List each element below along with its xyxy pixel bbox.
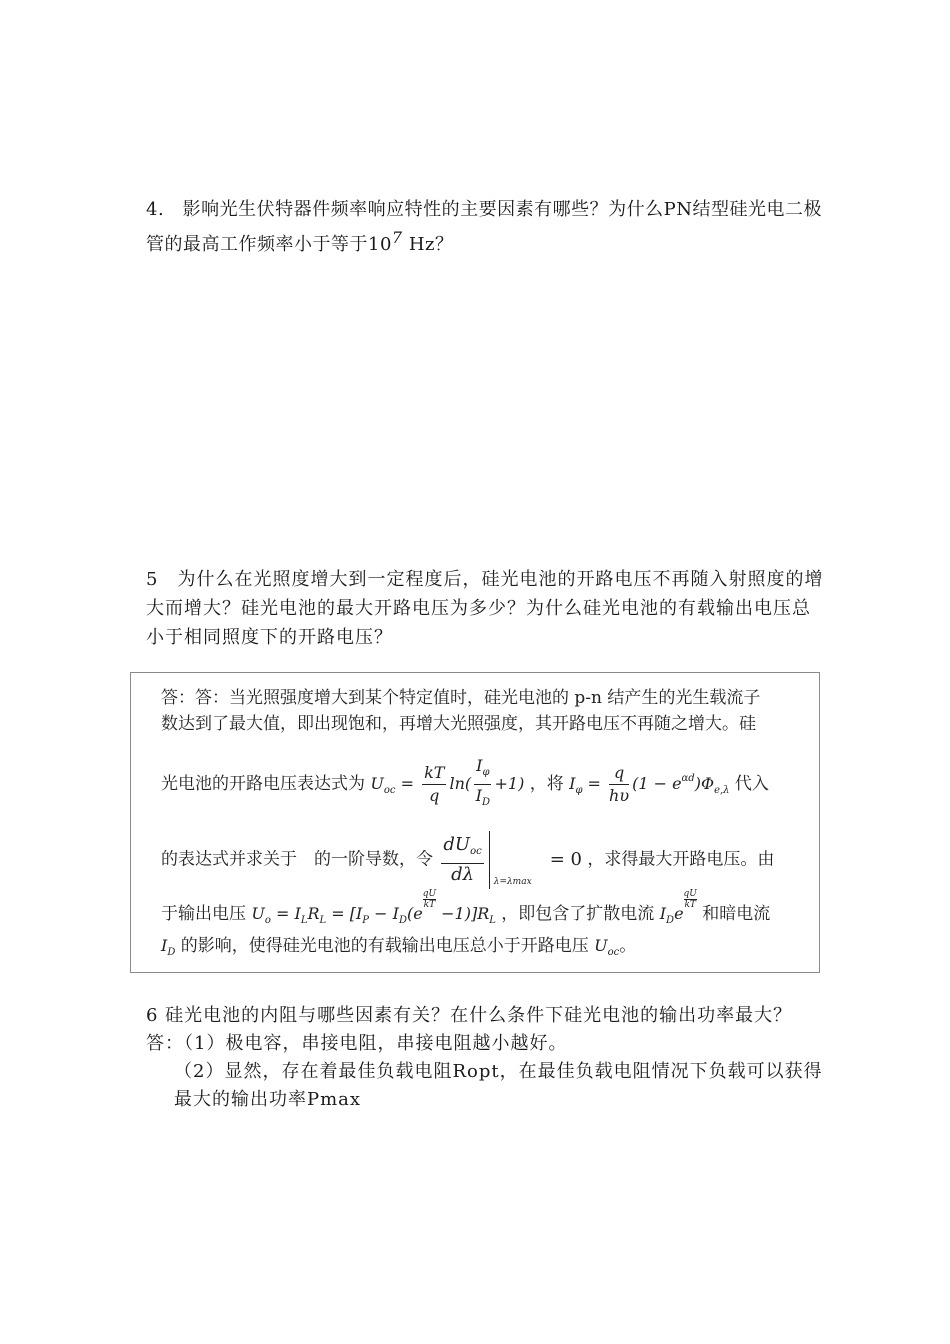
question-4 [146,196,836,259]
answer-5-line-5-prefix: 于输出电压 [161,904,246,924]
answer-5-line-3-mid: ，将 [529,774,564,794]
dark-current-symbol: $I_D$ [161,936,176,958]
iphi-formula: $I_\varphi$ = $\frac{q}{h\upsilon}$ $(1 - e^{\alpha d})\Phi_{e,\lambda}$ [569,763,730,805]
answer-5-line-4-suffix: ，求得最大开路电压。由 [587,849,775,870]
voc-formula: $U_{oc}$ = $\frac{kT}{q}$ ln( $\frac{I_\varphi}{I_D}$ +1) [370,756,525,808]
answer-5-line-4-prefix: 的表达式并求关于 的一阶导数，令 [161,849,433,870]
question-6-answer-1 [146,1030,826,1058]
voc-symbol: $U_{oc}$ [594,936,620,958]
question-6-answer-2: （2）显然，存在着最佳负载电阻Ropt，在最佳负载电阻情况下负载可以获得最大的输出功率Pmax [174,1061,823,1110]
answer-5-line-6: $I_D$ 的影响，使得硅光电池的有载输出电压总小于开路电压 $U_{oc}$。 [161,936,637,958]
derivative-formula: $\frac{dU_{oc}}{d\lambda}$ λ=λmax = 0 [438,850,582,869]
answer-5-line-5-mid: ，即包含了扩散电流 [501,904,655,924]
question-4-text: 4. 影响光生伏特器件频率响应特性的主要因素有哪些？为什么PN结型硅光电二极管的最高工作频率小于等于10 [146,199,823,255]
output-voltage-formula: $U_o = I_LR_L = [I_P - I_D(e$ $\frac{qU}{kT} -1)]R_L$ [251,889,496,926]
question-5: 5 为什么在光照度增大到一定程度后，硅光电池的开路电压不再随入射照度的增大而增大？硅光电池的最大开路电压为多少？为什么硅光电池的有载输出电压总小于相同照度下的开路电压？ [146,569,824,648]
question-4-exponent: 7 [391,228,403,247]
answer-5-line-3-suffix: 代入 [734,774,769,794]
answer-5-line-5 [161,889,770,932]
answer-label: 答： [146,1033,184,1054]
diffusion-current-formula: $I_De$ $\frac{qU}{kT}$ [659,889,697,926]
answer-5-line-6-suffix: 的影响，使得硅光电池的有载输出电压总小于开路电压 [180,936,589,956]
answer-5-line-3-prefix: 光电池的开路电压表达式为 [161,774,365,794]
question-4-unit: Hz？ [402,234,454,255]
answer-5-line-3 [161,755,769,814]
answer-5-line-2: 数达到了最大值，即出现饱和，再增大光照强度，其开路电压不再随之增大。硅 [161,714,756,734]
answer-5-line-1: 答：答：当光照强度增大到某个特定值时，硅光电池的 p-n 结产生的光生载流子 [161,688,761,708]
question-6 [146,1002,826,1114]
question-6-text: 6 硅光电池的内阻与哪些因素有关？在什么条件下硅光电池的输出功率最大？ [146,1005,793,1026]
answer-5-line-4 [161,831,774,889]
answer-1-text: （1）极电容，串接电阻，串接电阻越小越好。 [184,1033,568,1054]
answer-5-box [130,672,820,973]
answer-5-line-5-suffix: 和暗电流 [702,904,771,924]
